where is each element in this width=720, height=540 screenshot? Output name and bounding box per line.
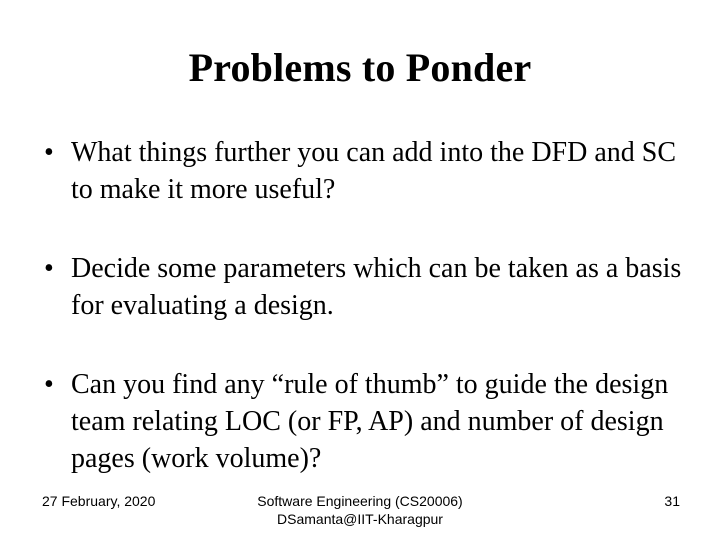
bullet-item bbox=[44, 134, 684, 208]
bullet-text: Decide some parameters which can be taken as a basis for evaluating a design. bbox=[71, 253, 682, 321]
page-number: 31 bbox=[664, 493, 680, 509]
footer-author: DSamanta@IIT-Kharagpur bbox=[277, 511, 443, 527]
bullet-item bbox=[44, 250, 684, 324]
bullet-text: Can you find any “rule of thumb” to guide the design team relating LOC (or FP, AP) and number of design pages (work volume)? bbox=[71, 369, 669, 474]
slide-title: Problems to Ponder bbox=[188, 45, 532, 90]
bullet-marker: • bbox=[44, 137, 54, 168]
bullet-item bbox=[44, 366, 684, 477]
footer-course-info bbox=[210, 492, 510, 528]
footer-date: 27 February, 2020 bbox=[42, 493, 156, 509]
bullet-list bbox=[44, 134, 684, 519]
bullet-text: What things further you can add into the DFD and SC to make it more useful? bbox=[71, 137, 677, 205]
footer-course: Software Engineering (CS20006) bbox=[257, 493, 463, 509]
bullet-marker: • bbox=[44, 369, 54, 400]
bullet-marker: • bbox=[44, 253, 54, 284]
